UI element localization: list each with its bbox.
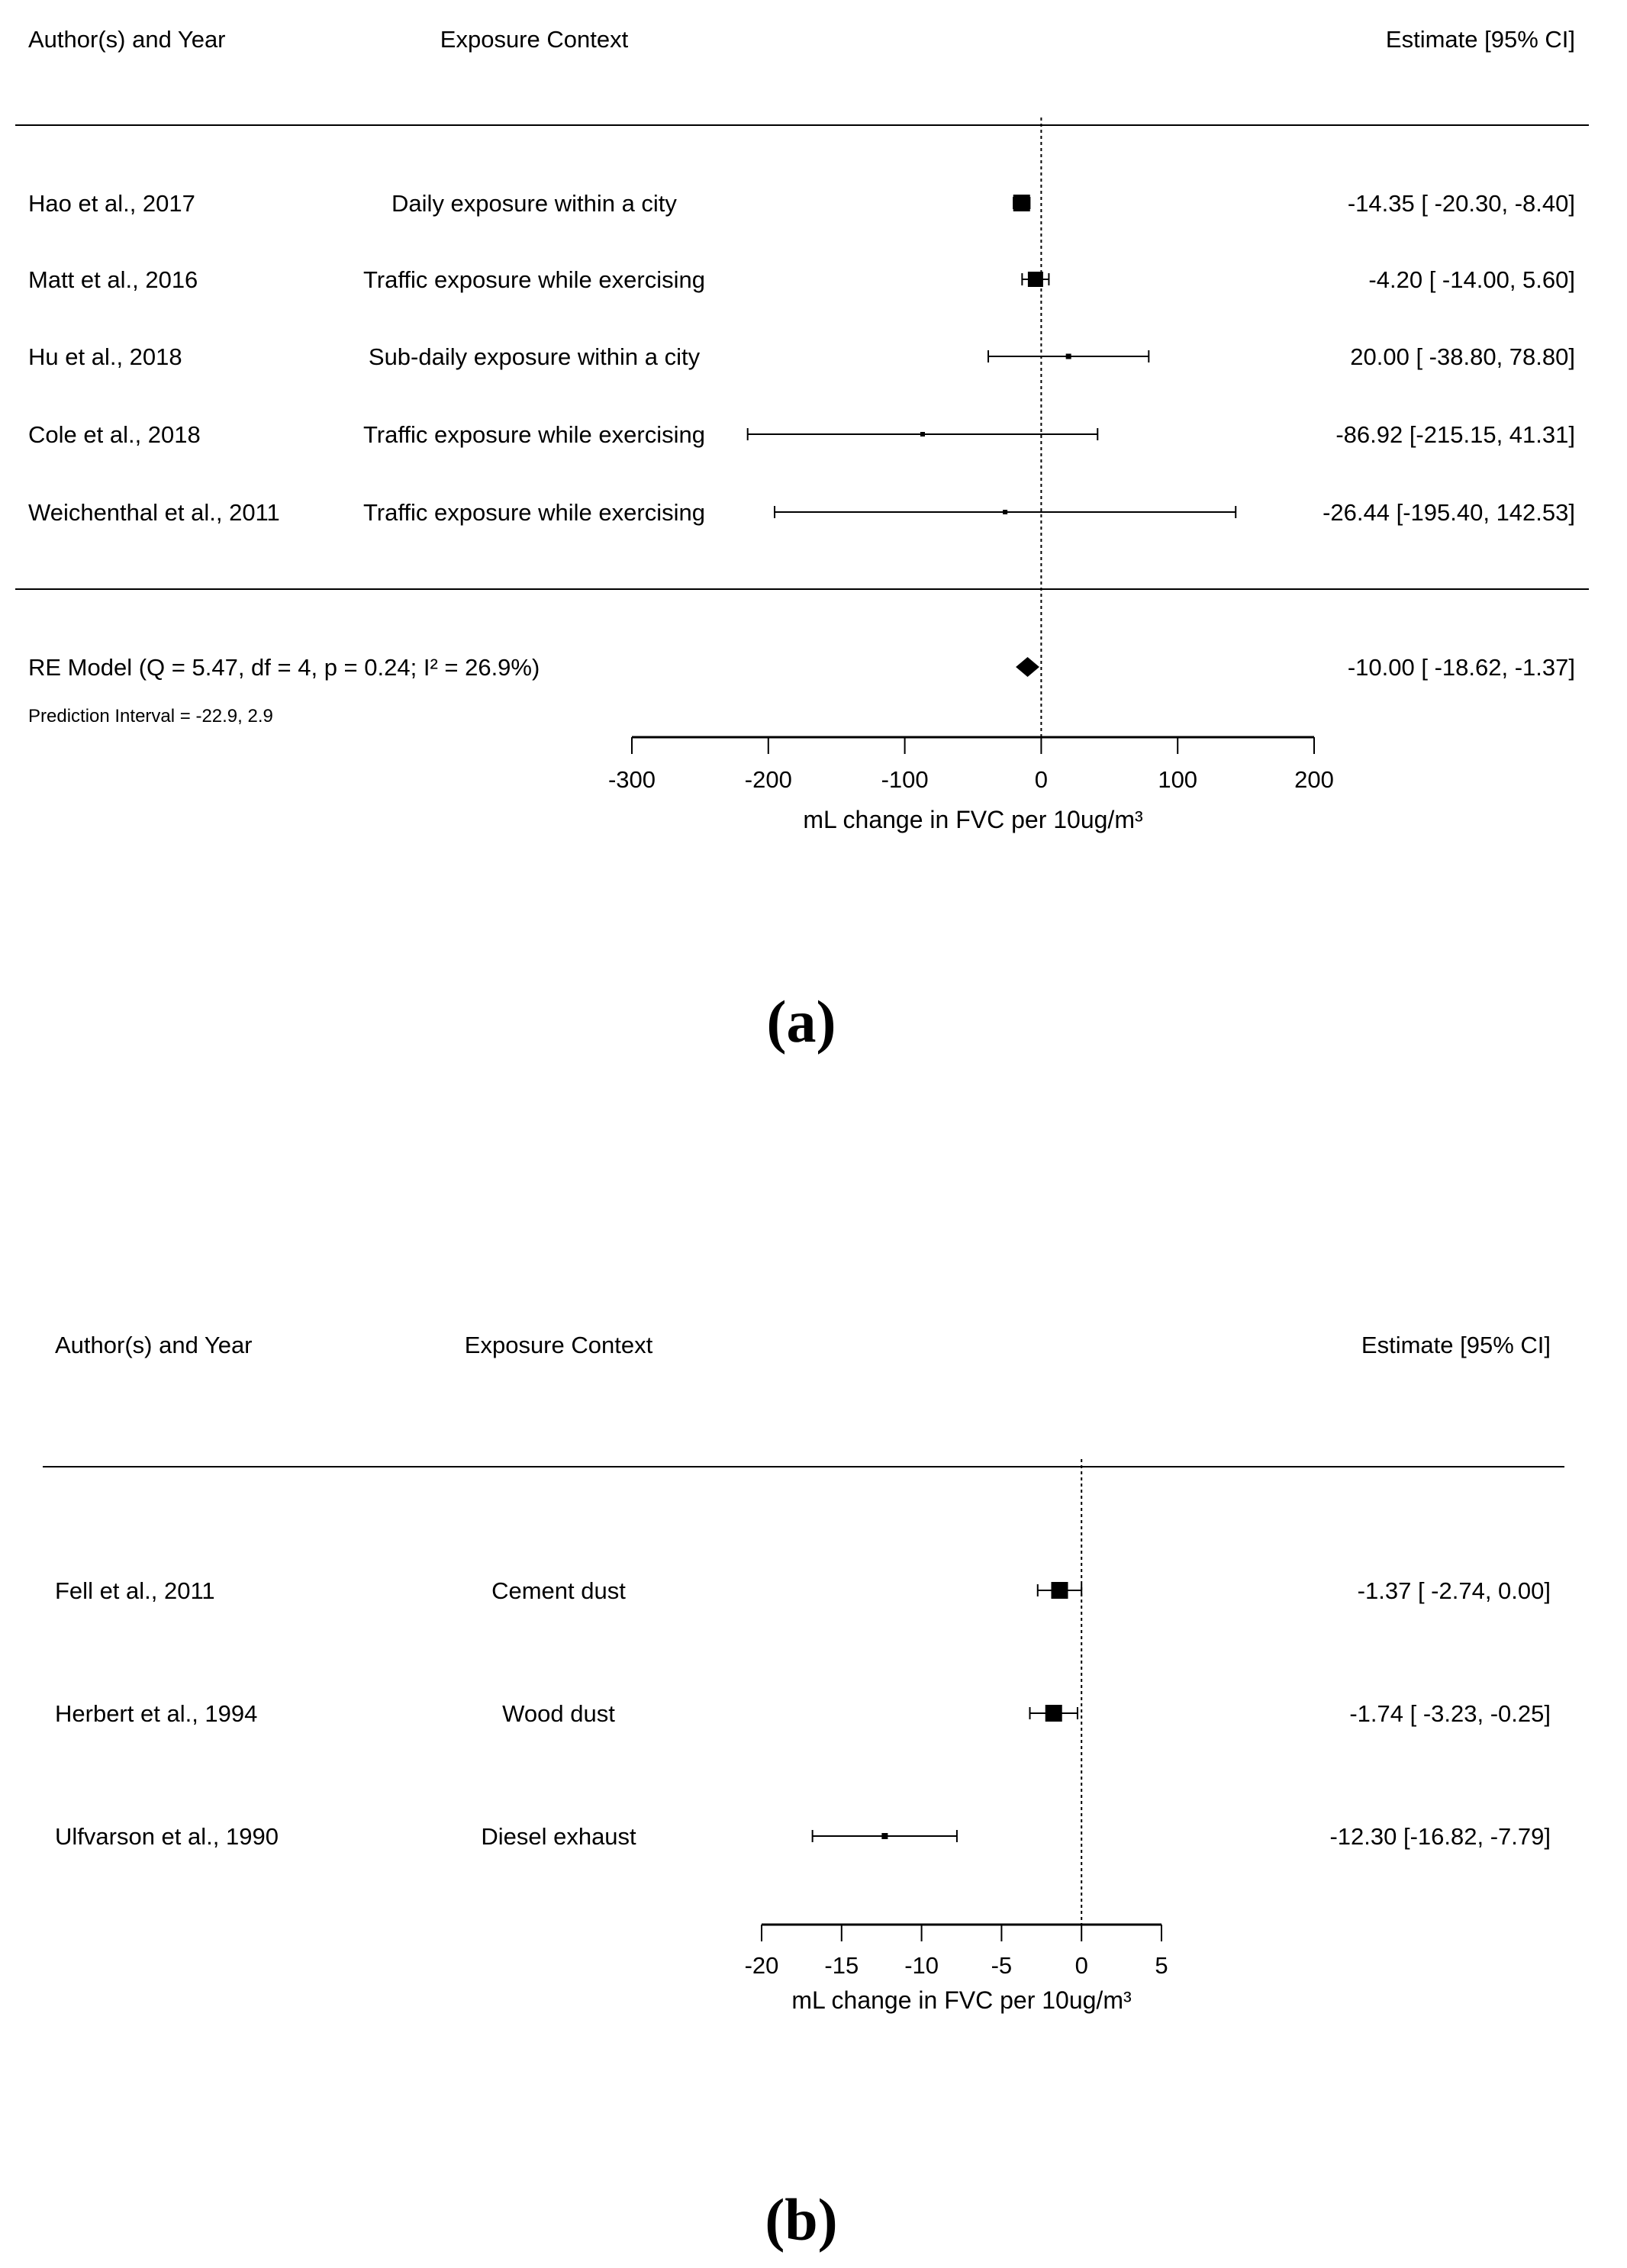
study-context: Traffic exposure while exercising bbox=[363, 266, 705, 293]
panel-label: (b) bbox=[765, 2186, 838, 2253]
x-tick-label: -20 bbox=[744, 1952, 779, 1979]
point-estimate-marker bbox=[881, 1833, 888, 1839]
summary-estimate-label: -10.00 [ -18.62, -1.37] bbox=[1347, 654, 1575, 681]
prediction-interval: Prediction Interval = -22.9, 2.9 bbox=[28, 706, 273, 726]
study-estimate-label: -1.74 [ -3.23, -0.25] bbox=[1349, 1700, 1551, 1727]
x-axis-label: mL change in FVC per 10ug/m³ bbox=[791, 1986, 1132, 2014]
study-context: Diesel exhaust bbox=[481, 1823, 636, 1850]
header-context: Exposure Context bbox=[464, 1332, 653, 1358]
study-author: Hu et al., 2018 bbox=[28, 343, 182, 370]
point-estimate-marker bbox=[1066, 354, 1071, 359]
study-estimate-label: -12.30 [-16.82, -7.79] bbox=[1329, 1823, 1551, 1850]
study-context: Wood dust bbox=[502, 1700, 615, 1727]
point-estimate-marker bbox=[1028, 272, 1043, 287]
study-author: Cole et al., 2018 bbox=[28, 421, 201, 448]
study-author: Fell et al., 2011 bbox=[55, 1577, 215, 1604]
study-estimate-label: -86.92 [-215.15, 41.31] bbox=[1335, 421, 1575, 448]
header-estimate: Estimate [95% CI] bbox=[1385, 26, 1575, 53]
study-context: Traffic exposure while exercising bbox=[363, 421, 705, 448]
x-tick-label: -200 bbox=[744, 766, 792, 793]
x-tick-label: 100 bbox=[1158, 766, 1198, 793]
x-axis-label: mL change in FVC per 10ug/m³ bbox=[803, 806, 1143, 833]
study-estimate-label: -4.20 [ -14.00, 5.60] bbox=[1368, 266, 1575, 293]
study-author: Matt et al., 2016 bbox=[28, 266, 198, 293]
study-author: Weichenthal et al., 2011 bbox=[28, 499, 280, 526]
study-author: Herbert et al., 1994 bbox=[55, 1700, 258, 1727]
x-tick-label: -15 bbox=[824, 1952, 859, 1979]
study-context: Cement dust bbox=[491, 1577, 626, 1604]
point-estimate-marker bbox=[1045, 1705, 1062, 1722]
study-context: Sub-daily exposure within a city bbox=[368, 343, 701, 370]
point-estimate-marker bbox=[1051, 1582, 1068, 1599]
summary-diamond bbox=[1016, 657, 1039, 677]
x-tick-label: -100 bbox=[881, 766, 929, 793]
summary-label: RE Model (Q = 5.47, df = 4, p = 0.24; I² = 26.9%) bbox=[28, 654, 540, 681]
header-author: Author(s) and Year bbox=[28, 26, 226, 53]
x-tick-label: -5 bbox=[991, 1952, 1013, 1979]
study-estimate-label: -1.37 [ -2.74, 0.00] bbox=[1357, 1577, 1551, 1604]
study-estimate-label: 20.00 [ -38.80, 78.80] bbox=[1350, 343, 1575, 370]
x-tick-label: 0 bbox=[1074, 1952, 1088, 1979]
study-estimate-label: -26.44 [-195.40, 142.53] bbox=[1323, 499, 1575, 526]
x-tick-label: -300 bbox=[607, 766, 656, 793]
study-context: Daily exposure within a city bbox=[391, 190, 677, 217]
header-author: Author(s) and Year bbox=[55, 1332, 253, 1358]
x-tick-label: -10 bbox=[904, 1952, 939, 1979]
header-estimate: Estimate [95% CI] bbox=[1361, 1332, 1551, 1358]
panel-label: (a) bbox=[766, 988, 836, 1055]
x-tick-label: 5 bbox=[1155, 1952, 1168, 1979]
point-estimate-marker bbox=[920, 432, 925, 437]
point-estimate-marker bbox=[1013, 195, 1030, 211]
header-context: Exposure Context bbox=[440, 26, 629, 53]
study-author: Hao et al., 2017 bbox=[28, 190, 195, 217]
study-author: Ulfvarson et al., 1990 bbox=[55, 1823, 279, 1850]
x-tick-label: 200 bbox=[1294, 766, 1334, 793]
point-estimate-marker bbox=[1003, 510, 1007, 514]
study-context: Traffic exposure while exercising bbox=[363, 499, 705, 526]
x-tick-label: 0 bbox=[1034, 766, 1049, 793]
study-estimate-label: -14.35 [ -20.30, -8.40] bbox=[1347, 190, 1575, 217]
